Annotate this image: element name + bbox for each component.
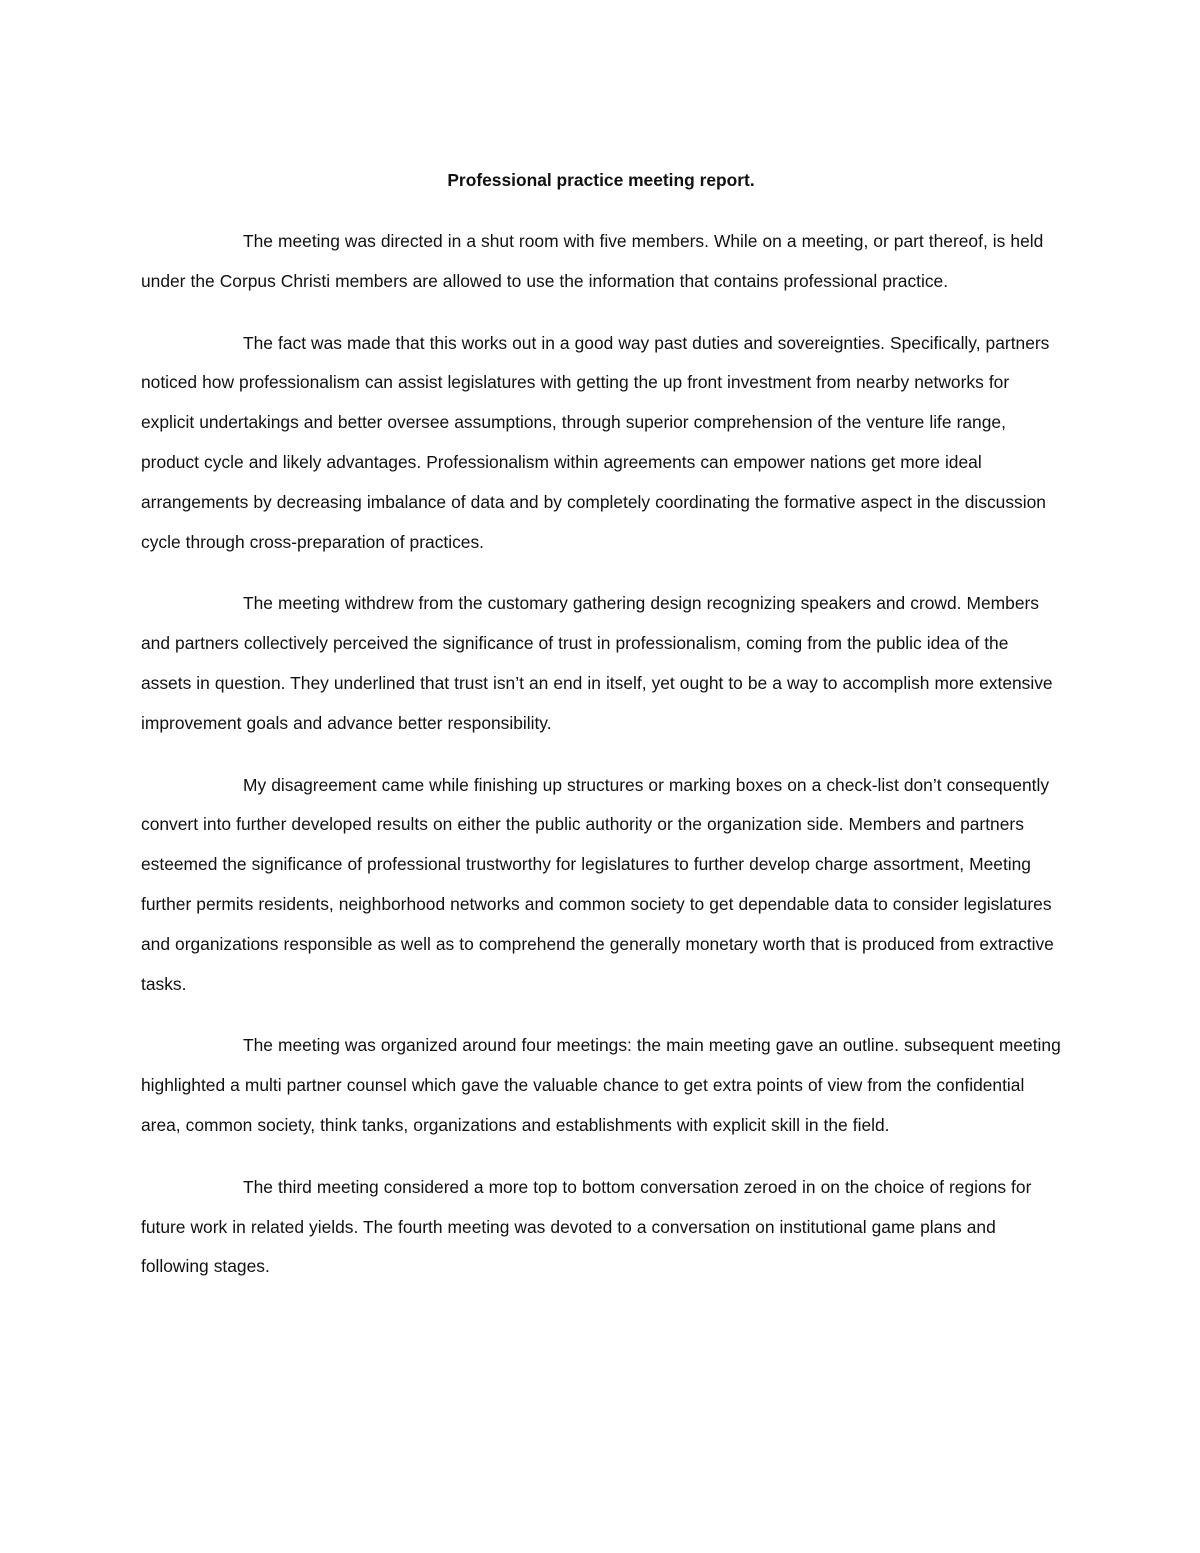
paragraph-5: The meeting was organized around four meetings: the main meeting gave an outline. subsequent meeting highlighted a multi partner counsel which gave the valuable chance to get extra points of view from the confidential area, common society, think tanks, organizations and establishments with explicit skill in the field. [141, 1035, 1061, 1135]
paragraph-4: My disagreement came while finishing up structures or marking boxes on a check-list don’t consequently convert into further developed results on either the public authority or the organization side. Members and partners esteemed the significance of professional trustworthy for legislatures to further develop charge assortment, Meeting further permits residents, neighborhood networks and common society to get dependable data to consider legislatures and organizations responsible as well as to comprehend the generally monetary worth that is produced from extractive tasks. [141, 774, 1054, 994]
document-title: Professional practice meeting report. [447, 170, 755, 190]
title-spacer [141, 200, 1061, 222]
document-body [141, 160, 1061, 1287]
paragraph-1: The meeting was directed in a shut room with five members. While on a meeting, or part thereof, is held under the Corpus Christi members are allowed to use the information that contains professional practice. [141, 231, 1044, 291]
paragraph-3: The meeting withdrew from the customary gathering design recognizing speakers and crowd. Members and partners collectively perceived the significance of trust in professionalism, coming from the public idea of the assets in question. They underlined that trust isn’t an end in itself, yet ought to be a way to accomplish more extensive improvement goals and advance better responsibility. [141, 593, 1053, 733]
paragraph-6: The third meeting considered a more top to bottom conversation zeroed in on the choice of regions for future work in related yields. The fourth meeting was devoted to a conversation on institutional game plans and following stages. [141, 1176, 1032, 1277]
paragraph-2: The fact was made that this works out in a good way past duties and sovereignties. Specifically, partners noticed how professionalism can assist legislatures with getting the up front investment from nearby networks for explicit undertakings and better oversee assumptions, through superior comprehension of the venture life range, product cycle and likely advantages. Professionalism within agreements can empower nations get more ideal arrangements by decreasing imbalance of data and by completely coordinating the formative aspect in the discussion cycle through cross-preparation of practices. [141, 332, 1050, 552]
